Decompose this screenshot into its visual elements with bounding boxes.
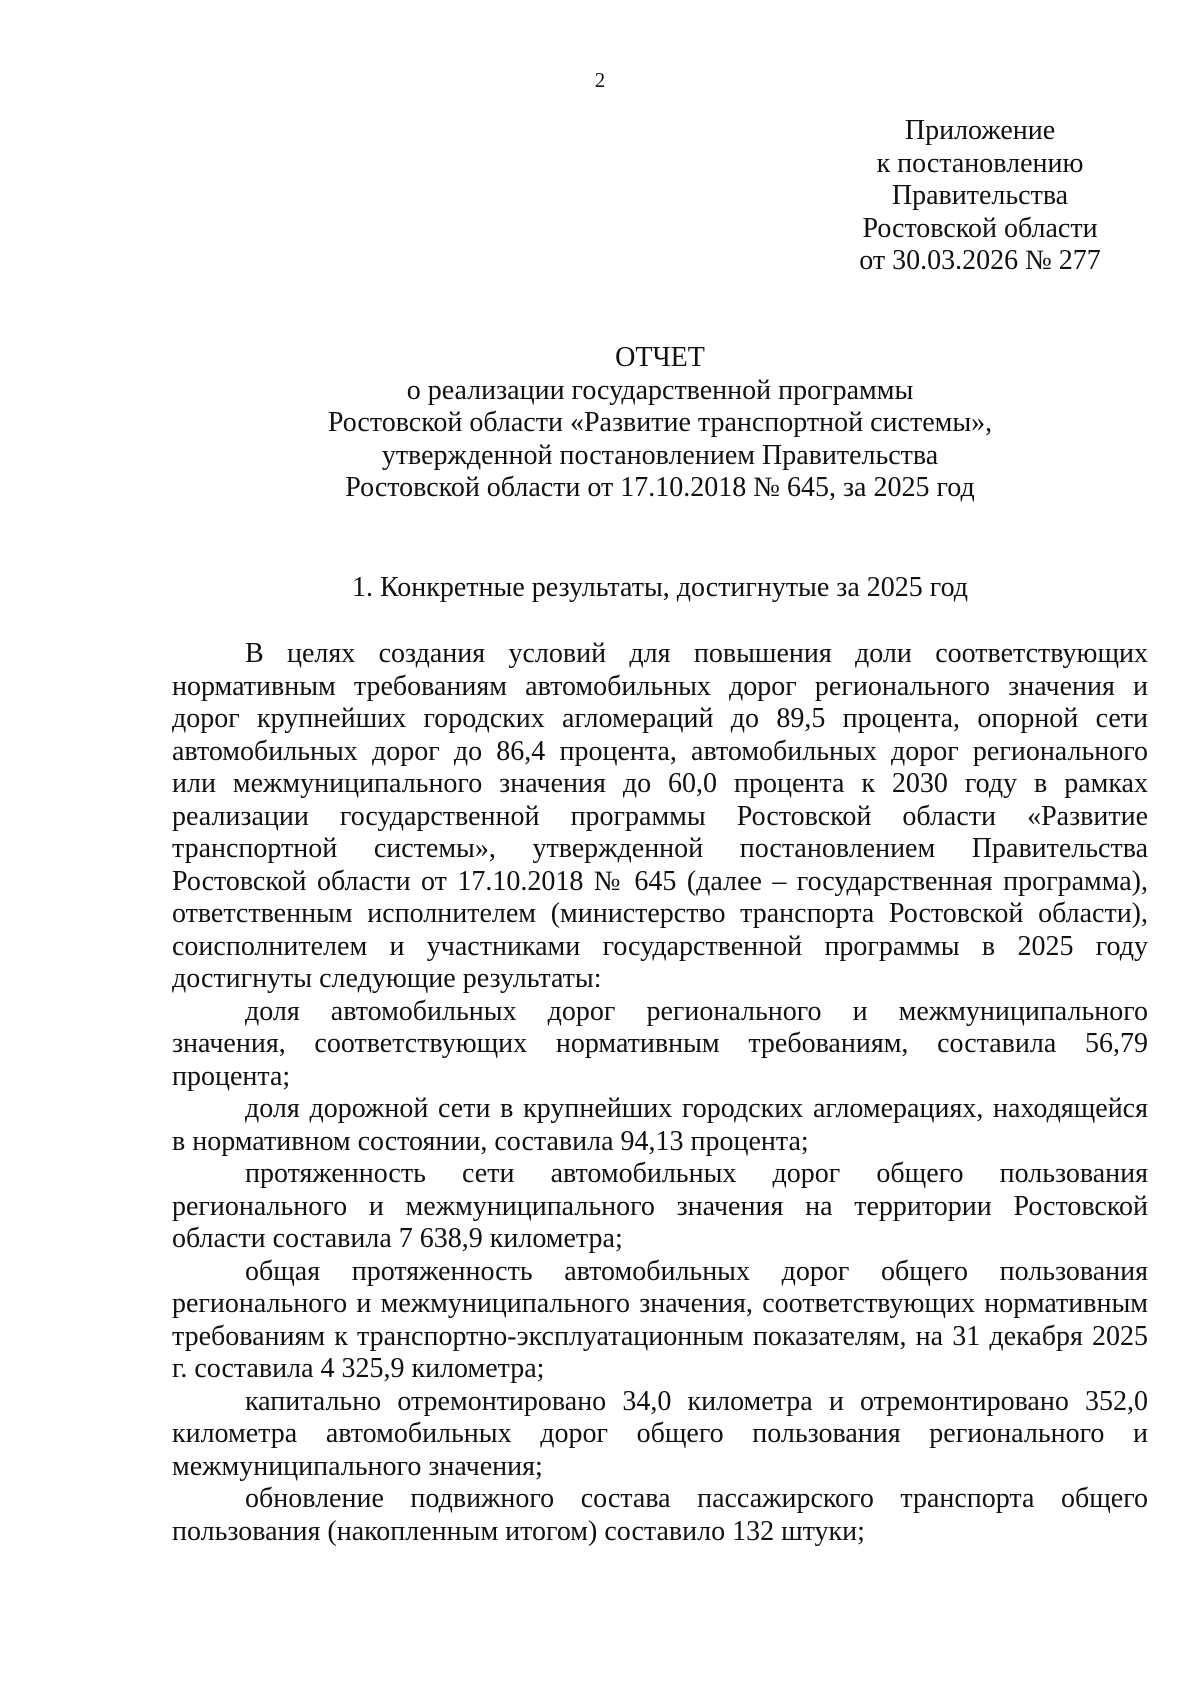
appendix-line: к постановлению xyxy=(876,147,1084,179)
title-heading: ОТЧЕТ xyxy=(615,342,705,373)
title-line: Ростовской области «Развитие транспортной системы», xyxy=(327,407,993,438)
appendix-line: Ростовской области xyxy=(862,212,1098,244)
document-title xyxy=(170,342,1150,505)
title-line: о реализации государственной программы xyxy=(406,374,914,406)
appendix-line: Правительства xyxy=(891,180,1069,211)
page-number: 2 xyxy=(594,68,606,92)
appendix-block xyxy=(830,115,1130,278)
body-paragraph: капитально отремонтировано 34,0 километра и отремонтировано 352,0 километра автомобильных дорог общего пользования регионального и межмуниципального значения; xyxy=(172,1385,1148,1482)
body-paragraph: доля автомобильных дорог регионального и межмуниципального значения, соответствующих нормативным требованиям, составила 56,79 процента; xyxy=(172,995,1148,1092)
title-line: утвержденной постановлением Правительства xyxy=(381,439,939,471)
document-body xyxy=(172,638,1148,1548)
body-paragraph: доля дорожной сети в крупнейших городских агломерациях, находящейся в нормативном состоянии, составила 94,13 процента; xyxy=(172,1093,1148,1157)
body-paragraph: протяженность сети автомобильных дорог общего пользования регионального и межмуниципального значения на территории Ростовской области составила 7 638,9 километра; xyxy=(172,1158,1148,1254)
body-paragraph: В целях создания условий для повышения доли соответствующих нормативным требованиям автомобильных дорог регионального значения и дорог крупнейших городских агломераций до 89,5 процента, опорной сети автомобильных дорог до 86,4 процента, автомобильных дорог регионального или межмуниципального значения до 60,0 процента к 2030 году в рамках реализации государственной программы Ростовской области «Развитие транспортной системы», утвержденной постановлением Правительства Ростовской области от 17.10.2018 № 645 (далее – государственная программа), ответственным исполнителем (министерство транспорта Ростовской области), соисполнителем и участниками государственной программы в 2025 году достигнуты следующие результаты: xyxy=(172,638,1148,994)
appendix-line: Приложение xyxy=(904,115,1056,146)
section-heading: 1. Конкретные результаты, достигнутые за 2025 год xyxy=(351,572,969,603)
title-line: Ростовской области от 17.10.2018 № 645, за 2025 год xyxy=(345,472,975,503)
body-paragraph: обновление подвижного состава пассажирского транспорта общего пользования (накопленным итогом) составило 132 штуки; xyxy=(172,1483,1148,1547)
appendix-line: от 30.03.2026 № 277 xyxy=(859,245,1101,276)
body-paragraph: общая протяженность автомобильных дорог общего пользования регионального и межмуниципального значения, соответствующих нормативным требованиям к транспортно-эксплуатационным показателям, на 31 декабря 2025 г. составила 4 325,9 километра; xyxy=(172,1255,1148,1384)
